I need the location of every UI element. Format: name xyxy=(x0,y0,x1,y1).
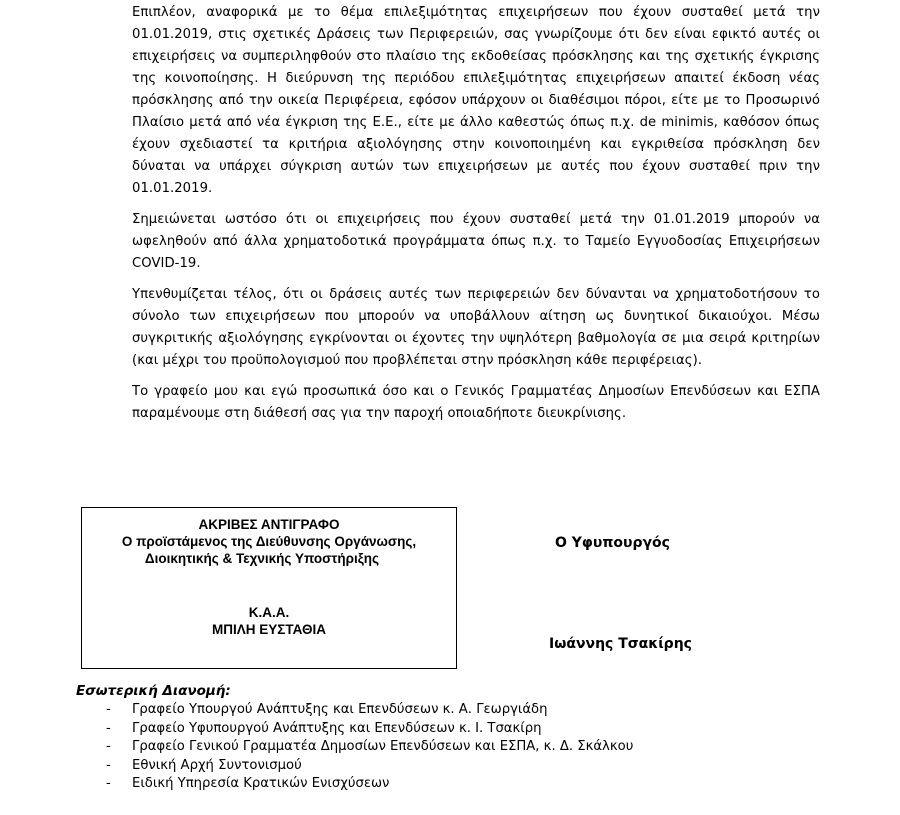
distribution-item xyxy=(100,701,633,720)
paragraph-eligibility: Επιπλέον, αναφορικά με το θέμα επιλεξιμότητας επιχειρήσεων που έχουν συσταθεί μετά την 01.01.2019, στις σχετικές Δράσεις των Περιφερειών, σας γνωρίζουμε ότι δεν είναι εφικτό αυτές οι επιχειρήσεις να συμπεριληφθούν στο πλαίσιο της εκδοθείσας πρόσκλησης και της σχετικής έγκρισης της κοινοποίησης. Η διεύρυνση της περιόδου επιλεξιμότητας επιχειρήσεων απαιτεί έκδοση νέας πρόσκλησης από την οικεία Περιφέρεια, εφόσον υπάρχουν οι διαθέσιμοι πόροι, είτε με το Προσωρινό Πλαίσιο μετά από νέα έγκριση της Ε.Ε., είτε με άλλο καθεστώς όπως π.χ. de minimis, καθόσον όπως έχουν σχεδιαστεί τα κριτήρια αξιολόγησης στην κοινοποιημένη και εγκριθείσα πρόσκληση δεν δύναται να υπάρχει σύγκριση αυτών των επιχειρήσεων με αυτές που έχουν συσταθεί πριν την 01.01.2019. xyxy=(132,5,820,196)
dash-bullet-icon: - xyxy=(106,720,111,736)
distribution-item-label: Εθνική Αρχή Συντονισμού xyxy=(132,757,302,773)
dash-bullet-icon: - xyxy=(106,776,111,791)
dash-bullet-icon: - xyxy=(106,702,111,717)
certified-copy-box xyxy=(81,507,457,669)
letter-body xyxy=(132,2,820,434)
distribution-item-label: Ειδική Υπηρεσία Κρατικών Ενισχύσεων xyxy=(132,776,390,791)
distribution-item-label: Γραφείο Υπουργού Ανάπτυξης και Επενδύσεων κ. Α. Γεωργιάδη xyxy=(132,702,548,717)
signatory-title: Ο Υφυπουργός xyxy=(555,535,670,551)
distribution-item xyxy=(100,738,633,757)
distribution-list xyxy=(100,701,633,794)
paragraph-reminder: Υπενθυμίζεται τέλος, ότι οι δράσεις αυτές των περιφερειών δεν δύνανται να χρηματοδοτήσουν το σύνολο των επιχειρήσεων που μπορούν να υποβάλλουν αίτηση ως δυνητικοί δικαιούχοι. Μέσω συγκριτικής αξιολόγησης εγκρίνονται οι έχοντες την υψηλότερη βαθμολογία σε μια σειρά κριτηρίων (και μέχρι του προϋπολογισμού που προβλέπεται στην πρόσκληση κάθε περιφέρειας). xyxy=(132,287,820,368)
certified-copy-name: ΜΠΙΛΗ ΕΥΣΤΑΘΙΑ xyxy=(212,622,326,637)
distribution-item-label: Γραφείο Γενικού Γραμματέα Δημοσίων Επενδύσεων και ΕΣΠΑ, κ. Δ. Σκάλκου xyxy=(132,739,634,754)
distribution-item xyxy=(100,775,633,794)
certified-copy-role-line2: Διοικητικής & Τεχνικής Υποστήριξης xyxy=(144,551,380,566)
paragraph-closing: Το γραφείο μου και εγώ προσωπικά όσο και ο Γενικός Γραμματέας Δημοσίων Επενδύσεων και ΕΣΠΑ παραμένουμε στη διάθεσή σας για την παροχή οποιαδήποτε διευκρίνισης. xyxy=(132,384,820,421)
distribution-item-label: Γραφείο Υφυπουργού Ανάπτυξης και Επενδύσεων κ. Ι. Τσακίρη xyxy=(132,720,542,736)
paragraph-alternative-funding: Σημειώνεται ωστόσο ότι οι επιχειρήσεις που έχουν συσταθεί μετά την 01.01.2019 μπορούν να ωφεληθούν από άλλα χρηματοδοτικά προγράμματα όπως π.χ. το Ταμείο Εγγυοδοσίας Επιχειρήσεων COVID-19. xyxy=(132,212,820,271)
signatory-name: Ιωάννης Τσακίρης xyxy=(549,636,692,652)
certified-copy-kaa: Κ.Α.Α. xyxy=(248,605,290,620)
dash-bullet-icon: - xyxy=(106,757,111,773)
distribution-item xyxy=(100,757,633,776)
distribution-heading: Εσωτερική Διανομή: xyxy=(76,683,231,699)
certified-copy-heading: ΑΚΡΙΒΕΣ ΑΝΤΙΓΡΑΦΟ xyxy=(198,517,340,532)
dash-bullet-icon: - xyxy=(106,739,111,754)
distribution-item xyxy=(100,720,633,739)
certified-copy-role-line1: Ο προϊστάμενος της Διεύθυνσης Οργάνωσης, xyxy=(121,534,417,549)
